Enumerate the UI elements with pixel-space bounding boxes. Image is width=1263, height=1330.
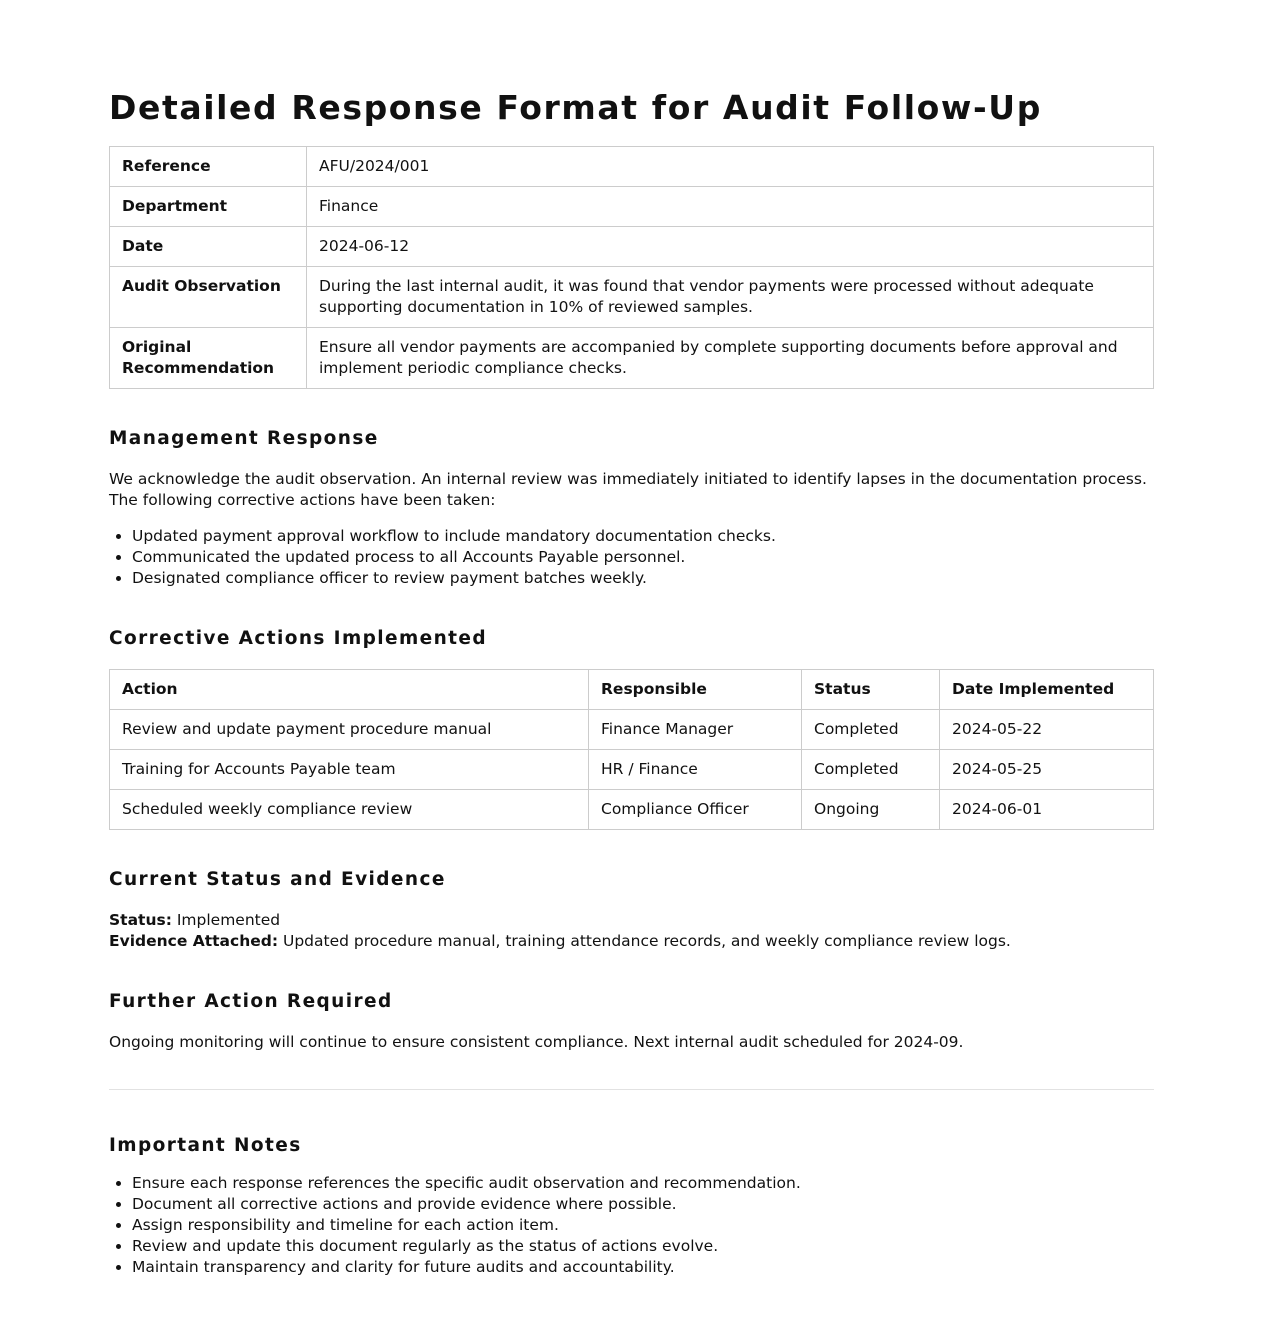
- important-notes-list: [109, 1173, 1154, 1278]
- table-row: [110, 790, 1154, 830]
- column-header-action: Action: [110, 670, 589, 710]
- status-label: Status:: [109, 911, 172, 929]
- info-row-reference: [110, 147, 1154, 187]
- cell-date: 2024-06-01: [940, 790, 1154, 830]
- management-response-list: [109, 526, 1154, 589]
- important-notes-heading: Important Notes: [109, 1135, 302, 1156]
- cell-responsible: Finance Manager: [589, 710, 802, 750]
- cell-date: 2024-05-25: [940, 750, 1154, 790]
- status-value: Implemented: [176, 911, 281, 929]
- current-status-heading: Current Status and Evidence: [109, 869, 446, 890]
- column-header-responsible: Responsible: [589, 670, 802, 710]
- info-value: During the last internal audit, it was found that vendor payments were processed without adequate supporting documentation in 10% of reviewed samples.: [307, 267, 1154, 328]
- info-value: Finance: [307, 187, 1154, 227]
- list-item: • Designated compliance officer to review payment batches weekly.: [132, 568, 1154, 589]
- cell-status: Completed: [802, 750, 940, 790]
- evidence-label: Evidence Attached:: [109, 932, 279, 950]
- list-item: • Updated payment approval workflow to include mandatory documentation checks.: [132, 526, 1154, 547]
- corrective-actions-heading: Corrective Actions Implemented: [109, 628, 487, 649]
- list-item: • Maintain transparency and clarity for future audits and accountability.: [132, 1257, 1154, 1278]
- info-row-audit-observation: [110, 267, 1154, 328]
- info-label: Department: [110, 187, 307, 227]
- management-response-text: We acknowledge the audit observation. An internal review was immediately initiated to identify lapses in the documentation process. The following corrective actions have been taken:: [109, 470, 1147, 509]
- list-item: • Communicated the updated process to all Accounts Payable personnel.: [132, 547, 1154, 568]
- info-row-date: [110, 227, 1154, 267]
- corrective-actions-table: [109, 669, 1154, 830]
- info-value: Ensure all vendor payments are accompanied by complete supporting documents before approval and implement periodic compliance checks.: [307, 328, 1154, 389]
- cell-action: Training for Accounts Payable team: [110, 750, 589, 790]
- table-row: [110, 710, 1154, 750]
- info-row-original-recommendation: [110, 328, 1154, 389]
- status-line: [109, 910, 1154, 931]
- current-status-block: [109, 910, 1154, 952]
- info-label: Date: [110, 227, 307, 267]
- cell-status: Completed: [802, 710, 940, 750]
- further-action-text: Ongoing monitoring will continue to ensure consistent compliance. Next internal audit scheduled for 2024-09.: [109, 1033, 964, 1051]
- list-item: • Ensure each response references the specific audit observation and recommendation.: [132, 1173, 1154, 1194]
- info-label: Reference: [110, 147, 307, 187]
- list-item: • Review and update this document regularly as the status of actions evolve.: [132, 1236, 1154, 1257]
- page-title: Detailed Response Format for Audit Follow-Up: [109, 88, 1042, 127]
- info-table: [109, 146, 1154, 389]
- list-item: • Assign responsibility and timeline for each action item.: [132, 1215, 1154, 1236]
- list-item: • Document all corrective actions and provide evidence where possible.: [132, 1194, 1154, 1215]
- table-row: [110, 750, 1154, 790]
- evidence-value: Updated procedure manual, training attendance records, and weekly compliance review logs.: [282, 932, 1011, 950]
- cell-action: Scheduled weekly compliance review: [110, 790, 589, 830]
- management-response-heading: Management Response: [109, 428, 379, 449]
- cell-date: 2024-05-22: [940, 710, 1154, 750]
- info-row-department: [110, 187, 1154, 227]
- further-action-heading: Further Action Required: [109, 991, 393, 1012]
- cell-action: Review and update payment procedure manual: [110, 710, 589, 750]
- info-label: Audit Observation: [110, 267, 307, 328]
- cell-responsible: HR / Finance: [589, 750, 802, 790]
- column-header-status: Status: [802, 670, 940, 710]
- info-value: 2024-06-12: [307, 227, 1154, 267]
- table-header-row: [110, 670, 1154, 710]
- evidence-line: [109, 931, 1154, 952]
- divider: [109, 1089, 1154, 1090]
- cell-status: Ongoing: [802, 790, 940, 830]
- info-label: Original Recommendation: [110, 328, 307, 389]
- info-value: AFU/2024/001: [307, 147, 1154, 187]
- column-header-date-implemented: Date Implemented: [940, 670, 1154, 710]
- cell-responsible: Compliance Officer: [589, 790, 802, 830]
- document-page: [109, 0, 1154, 1278]
